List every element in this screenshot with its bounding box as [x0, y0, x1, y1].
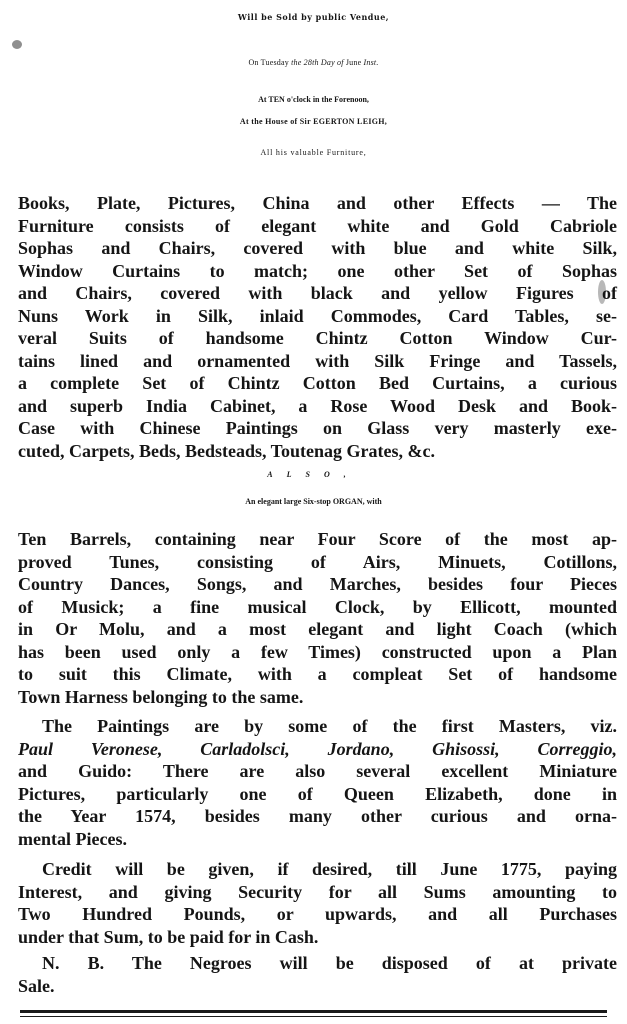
furniture-description [18, 192, 617, 462]
closing-rule [20, 1010, 607, 1013]
text-line: Town Harness belonging to the same. [18, 686, 304, 707]
text-line: of Musick; a fine musical Clock, by Ellicott, mounted [18, 596, 617, 617]
text-line: Case with Chinese Paintings on Glass very masterly exe- [18, 418, 617, 438]
text-line: Books, Plate, Pictures, China and other Effects — The [18, 193, 617, 213]
text-line: Paul Veronese, Carladolsci, Jordano, Ghisossi, Correggio, [18, 738, 617, 759]
sale-time-line: At TEN o'clock in the Forenoon, [258, 95, 369, 104]
text-line: has been used only a few Times) constructed upon a Plan [18, 641, 617, 662]
ink-smudge [12, 40, 22, 49]
text-line: tains lined and ornamented with Silk Fringe and Tassels, [18, 350, 617, 371]
credit-terms [18, 858, 617, 948]
text-line: a complete Set of Chintz Cotton Bed Curtains, a curious [18, 373, 617, 393]
text-line: Ten Barrels, containing near Four Score of the most ap- [18, 529, 617, 549]
organ-description [18, 528, 617, 708]
text-line: N. B. The Negroes will be disposed of at private [42, 953, 617, 973]
text-line: Credit will be given, if desired, till June 1775, paying [42, 859, 617, 879]
text-line: and superb India Cabinet, a Rose Wood Desk and Book- [18, 395, 617, 416]
date-inst: Inst. [363, 58, 379, 67]
text-line: cuted, Carpets, Beds, Bedsteads, Toutenag Grates, &c. [18, 440, 435, 461]
text-line: Pictures, particularly one of Queen Elizabeth, done in [18, 783, 617, 804]
text-line: Furniture consists of elegant white and Gold Cabriole [18, 215, 617, 236]
text-line: Interest, and giving Security for all Sums amounting to [18, 881, 617, 902]
sale-date-line [0, 58, 627, 67]
text-line: Nuns Work in Silk, inlaid Commodes, Card Tables, se- [18, 305, 617, 326]
also-heading: ALSO, [267, 470, 360, 479]
sale-location-line: At the House of Sir EGERTON LEIGH, [239, 117, 388, 126]
text-line: and Chairs, covered with black and yellow Figures of [18, 283, 617, 303]
organ-headline: An elegant large Six-stop ORGAN, with [245, 497, 382, 506]
text-line: proved Tunes, consisting of Airs, Minuets, Cotillons, [18, 551, 617, 572]
text-line: mental Pieces. [18, 828, 127, 849]
text-line: in Or Molu, and a most elegant and light Coach (which [18, 619, 617, 639]
text-line: and Guido: There are also several excellent Miniature [18, 761, 617, 781]
date-month: June [343, 58, 364, 67]
text-line: The Paintings are by some of the first Masters, viz. [42, 716, 617, 736]
text-line: the Year 1574, besides many other curious and orna- [18, 806, 617, 826]
text-line: Country Dances, Songs, and Marches, besides four Pieces [18, 574, 617, 594]
date-prefix: On Tuesday [248, 58, 292, 67]
date-italic: the 28th Day of [291, 58, 344, 67]
text-line: Two Hundred Pounds, or upwards, and all Purchases [18, 904, 617, 924]
text-line: veral Suits of handsome Chintz Cotton Window Cur- [18, 328, 617, 348]
paintings-description [18, 715, 617, 850]
sale-heading: Will be Sold by public Vendue, [237, 12, 390, 22]
text-line: Sophas and Chairs, covered with blue and white Silk, [18, 238, 617, 258]
furniture-headline: All his valuable Furniture, [260, 148, 367, 157]
closing-rule-thin [20, 1016, 607, 1017]
text-line: Sale. [18, 975, 55, 996]
nota-bene [18, 952, 617, 997]
text-line: under that Sum, to be paid for in Cash. [18, 926, 319, 947]
text-line: Window Curtains to match; one other Set of Sophas [18, 260, 617, 281]
text-line: to suit this Climate, with a compleat Set of handsome [18, 664, 617, 684]
